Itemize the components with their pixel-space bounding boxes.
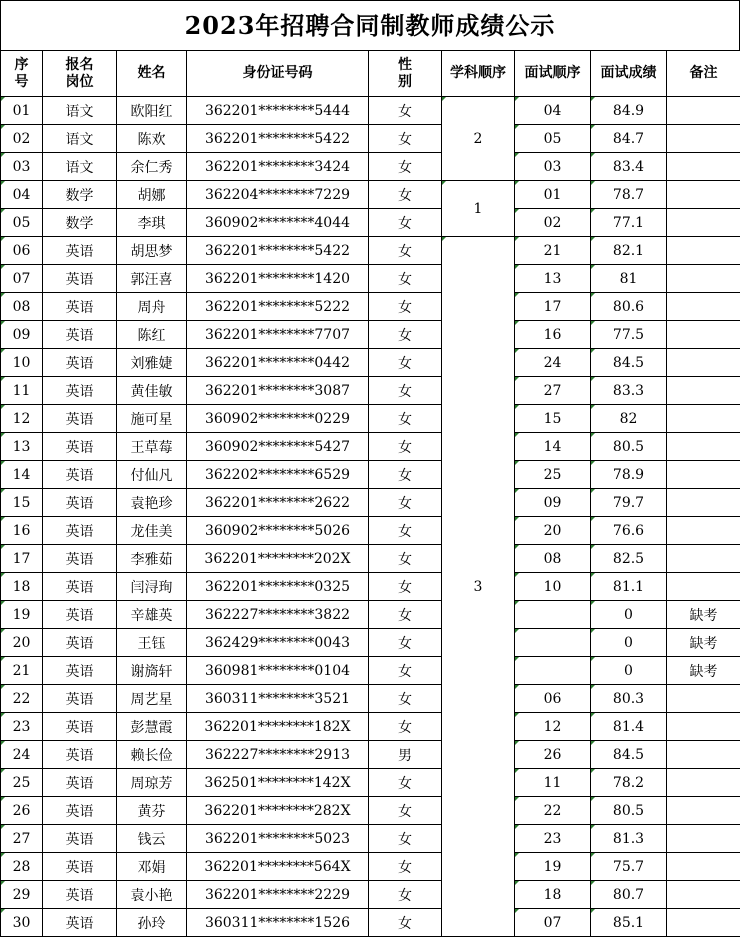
cell-subject-order: 2 — [442, 97, 515, 181]
cell-note — [667, 209, 740, 237]
cell-note — [667, 881, 740, 909]
cell-id: 362201********5422 — [187, 237, 369, 265]
cell-score: 81.1 — [591, 573, 667, 601]
cell-no: 19 — [1, 601, 43, 629]
cell-score: 80.5 — [591, 433, 667, 461]
cell-subject: 英语 — [43, 489, 117, 517]
cell-score: 78.9 — [591, 461, 667, 489]
cell-id: 362201********564X — [187, 853, 369, 881]
table-row — [1, 629, 740, 657]
cell-interview-order — [515, 657, 591, 685]
cell-id: 362227********2913 — [187, 741, 369, 769]
cell-name: 周琼芳 — [117, 769, 187, 797]
cell-interview-order: 10 — [515, 573, 591, 601]
cell-id: 362201********0442 — [187, 349, 369, 377]
cell-score: 78.7 — [591, 181, 667, 209]
cell-interview-order: 08 — [515, 545, 591, 573]
cell-interview-order: 20 — [515, 517, 591, 545]
cell-interview-order: 22 — [515, 797, 591, 825]
table-row — [1, 349, 740, 377]
cell-id: 362227********3822 — [187, 601, 369, 629]
cell-subject-order: 3 — [442, 237, 515, 937]
table-row — [1, 573, 740, 601]
cell-score: 80.5 — [591, 797, 667, 825]
cell-subject: 数学 — [43, 209, 117, 237]
table-row — [1, 293, 740, 321]
cell-gender: 女 — [369, 405, 442, 433]
table-row — [1, 461, 740, 489]
cell-subject: 英语 — [43, 405, 117, 433]
cell-score: 79.7 — [591, 489, 667, 517]
header-id: 身份证号码 — [187, 51, 369, 97]
cell-interview-order: 04 — [515, 97, 591, 125]
cell-no: 27 — [1, 825, 43, 853]
table-row — [1, 265, 740, 293]
cell-no: 11 — [1, 377, 43, 405]
cell-score: 81.4 — [591, 713, 667, 741]
cell-note — [667, 125, 740, 153]
cell-no: 09 — [1, 321, 43, 349]
cell-interview-order: 26 — [515, 741, 591, 769]
cell-note — [667, 797, 740, 825]
table-row — [1, 601, 740, 629]
header-score: 面试成绩 — [591, 51, 667, 97]
cell-name: 周舟 — [117, 293, 187, 321]
cell-note: 缺考 — [667, 657, 740, 685]
cell-id: 360902********5427 — [187, 433, 369, 461]
cell-gender: 女 — [369, 909, 442, 937]
cell-gender: 男 — [369, 741, 442, 769]
cell-note — [667, 153, 740, 181]
cell-interview-order: 23 — [515, 825, 591, 853]
header-note: 备注 — [667, 51, 740, 97]
cell-note — [667, 461, 740, 489]
cell-note — [667, 769, 740, 797]
cell-subject: 英语 — [43, 433, 117, 461]
cell-no: 04 — [1, 181, 43, 209]
cell-gender: 女 — [369, 769, 442, 797]
cell-score: 81 — [591, 265, 667, 293]
cell-score: 84.5 — [591, 741, 667, 769]
table-row — [1, 797, 740, 825]
cell-interview-order: 24 — [515, 349, 591, 377]
cell-name: 龙佳美 — [117, 517, 187, 545]
cell-name: 陈红 — [117, 321, 187, 349]
cell-note — [667, 517, 740, 545]
cell-interview-order: 18 — [515, 881, 591, 909]
score-table — [0, 50, 740, 937]
cell-interview-order: 07 — [515, 909, 591, 937]
cell-score: 80.3 — [591, 685, 667, 713]
page-title: 2023年招聘合同制教师成绩公示 — [0, 0, 740, 50]
cell-score: 80.7 — [591, 881, 667, 909]
header-gender: 性别 — [369, 51, 442, 97]
cell-no: 16 — [1, 517, 43, 545]
cell-id: 360902********4044 — [187, 209, 369, 237]
cell-gender: 女 — [369, 97, 442, 125]
cell-id: 362201********2622 — [187, 489, 369, 517]
cell-id: 362201********5422 — [187, 125, 369, 153]
cell-name: 付仙凡 — [117, 461, 187, 489]
cell-note — [667, 825, 740, 853]
cell-name: 王钰 — [117, 629, 187, 657]
cell-interview-order: 09 — [515, 489, 591, 517]
cell-note — [667, 853, 740, 881]
table-row — [1, 853, 740, 881]
cell-name: 李雅茹 — [117, 545, 187, 573]
cell-no: 10 — [1, 349, 43, 377]
cell-subject: 语文 — [43, 153, 117, 181]
cell-name: 刘雅婕 — [117, 349, 187, 377]
cell-note — [667, 545, 740, 573]
cell-interview-order — [515, 601, 591, 629]
cell-gender: 女 — [369, 377, 442, 405]
cell-gender: 女 — [369, 265, 442, 293]
cell-score: 75.7 — [591, 853, 667, 881]
table-row — [1, 153, 740, 181]
cell-subject: 英语 — [43, 601, 117, 629]
table-row — [1, 545, 740, 573]
table-row — [1, 741, 740, 769]
cell-subject: 英语 — [43, 321, 117, 349]
cell-name: 钱云 — [117, 825, 187, 853]
cell-id: 362201********3087 — [187, 377, 369, 405]
cell-note — [667, 573, 740, 601]
cell-interview-order: 14 — [515, 433, 591, 461]
cell-subject: 英语 — [43, 713, 117, 741]
cell-note — [667, 909, 740, 937]
cell-interview-order: 16 — [515, 321, 591, 349]
cell-score: 77.1 — [591, 209, 667, 237]
cell-score: 81.3 — [591, 825, 667, 853]
cell-no: 29 — [1, 881, 43, 909]
cell-score: 76.6 — [591, 517, 667, 545]
cell-subject: 语文 — [43, 97, 117, 125]
cell-gender: 女 — [369, 657, 442, 685]
cell-score: 83.3 — [591, 377, 667, 405]
cell-note — [667, 97, 740, 125]
cell-subject: 英语 — [43, 349, 117, 377]
cell-no: 02 — [1, 125, 43, 153]
cell-id: 360311********3521 — [187, 685, 369, 713]
cell-no: 06 — [1, 237, 43, 265]
cell-id: 362501********142X — [187, 769, 369, 797]
cell-name: 邓娟 — [117, 853, 187, 881]
cell-note — [667, 489, 740, 517]
cell-no: 25 — [1, 769, 43, 797]
table-row — [1, 685, 740, 713]
cell-note — [667, 433, 740, 461]
cell-gender: 女 — [369, 629, 442, 657]
header-subject: 报名岗位 — [43, 51, 117, 97]
cell-subject: 英语 — [43, 629, 117, 657]
cell-note — [667, 237, 740, 265]
cell-score: 84.5 — [591, 349, 667, 377]
cell-name: 赖长俭 — [117, 741, 187, 769]
cell-score: 0 — [591, 601, 667, 629]
cell-name: 周艺星 — [117, 685, 187, 713]
cell-note: 缺考 — [667, 629, 740, 657]
cell-no: 12 — [1, 405, 43, 433]
cell-gender: 女 — [369, 461, 442, 489]
table-row — [1, 209, 740, 237]
cell-name: 李琪 — [117, 209, 187, 237]
cell-id: 360981********0104 — [187, 657, 369, 685]
cell-score: 82.1 — [591, 237, 667, 265]
cell-gender: 女 — [369, 545, 442, 573]
cell-no: 30 — [1, 909, 43, 937]
cell-gender: 女 — [369, 713, 442, 741]
cell-interview-order: 06 — [515, 685, 591, 713]
cell-id: 362201********1420 — [187, 265, 369, 293]
cell-gender: 女 — [369, 209, 442, 237]
header-name: 姓名 — [117, 51, 187, 97]
cell-interview-order: 15 — [515, 405, 591, 433]
cell-name: 袁小艳 — [117, 881, 187, 909]
table-row — [1, 181, 740, 209]
cell-note — [667, 293, 740, 321]
cell-score: 0 — [591, 629, 667, 657]
cell-score: 83.4 — [591, 153, 667, 181]
cell-interview-order: 12 — [515, 713, 591, 741]
cell-score: 78.2 — [591, 769, 667, 797]
cell-gender: 女 — [369, 601, 442, 629]
cell-id: 362201********5222 — [187, 293, 369, 321]
cell-subject-order: 1 — [442, 181, 515, 237]
cell-name: 辛雄英 — [117, 601, 187, 629]
cell-subject: 英语 — [43, 909, 117, 937]
cell-subject: 英语 — [43, 657, 117, 685]
header-no: 序号 — [1, 51, 43, 97]
cell-gender: 女 — [369, 181, 442, 209]
cell-id: 360311********1526 — [187, 909, 369, 937]
cell-gender: 女 — [369, 433, 442, 461]
table-row — [1, 489, 740, 517]
cell-gender: 女 — [369, 321, 442, 349]
cell-score: 77.5 — [591, 321, 667, 349]
cell-score: 84.7 — [591, 125, 667, 153]
cell-no: 28 — [1, 853, 43, 881]
table-row — [1, 405, 740, 433]
cell-gender: 女 — [369, 125, 442, 153]
cell-subject: 英语 — [43, 545, 117, 573]
cell-interview-order: 01 — [515, 181, 591, 209]
cell-no: 01 — [1, 97, 43, 125]
table-row — [1, 377, 740, 405]
cell-note — [667, 713, 740, 741]
header-interview-order: 面试顺序 — [515, 51, 591, 97]
cell-name: 袁艳珍 — [117, 489, 187, 517]
cell-name: 黄芬 — [117, 797, 187, 825]
cell-gender: 女 — [369, 881, 442, 909]
cell-id: 362429********0043 — [187, 629, 369, 657]
cell-gender: 女 — [369, 685, 442, 713]
cell-name: 黄佳敏 — [117, 377, 187, 405]
cell-subject: 语文 — [43, 125, 117, 153]
cell-subject: 英语 — [43, 853, 117, 881]
cell-no: 22 — [1, 685, 43, 713]
cell-subject: 英语 — [43, 825, 117, 853]
cell-note — [667, 741, 740, 769]
cell-subject: 英语 — [43, 461, 117, 489]
cell-score: 82 — [591, 405, 667, 433]
table-row — [1, 321, 740, 349]
cell-no: 21 — [1, 657, 43, 685]
cell-subject: 英语 — [43, 769, 117, 797]
cell-subject: 英语 — [43, 293, 117, 321]
cell-id: 362201********5023 — [187, 825, 369, 853]
cell-id: 362201********2229 — [187, 881, 369, 909]
table-row — [1, 909, 740, 937]
cell-id: 362201********202X — [187, 545, 369, 573]
cell-gender: 女 — [369, 517, 442, 545]
cell-interview-order: 17 — [515, 293, 591, 321]
cell-no: 14 — [1, 461, 43, 489]
cell-gender: 女 — [369, 825, 442, 853]
cell-gender: 女 — [369, 573, 442, 601]
cell-no: 05 — [1, 209, 43, 237]
cell-subject: 英语 — [43, 517, 117, 545]
cell-score: 82.5 — [591, 545, 667, 573]
cell-id: 362201********0325 — [187, 573, 369, 601]
cell-score: 80.6 — [591, 293, 667, 321]
table-row — [1, 713, 740, 741]
table-row — [1, 517, 740, 545]
cell-subject: 英语 — [43, 265, 117, 293]
cell-interview-order: 13 — [515, 265, 591, 293]
cell-no: 26 — [1, 797, 43, 825]
cell-id: 362202********6529 — [187, 461, 369, 489]
cell-no: 08 — [1, 293, 43, 321]
cell-no: 18 — [1, 573, 43, 601]
cell-gender: 女 — [369, 489, 442, 517]
cell-note — [667, 377, 740, 405]
cell-score: 0 — [591, 657, 667, 685]
cell-subject: 英语 — [43, 573, 117, 601]
cell-name: 胡思梦 — [117, 237, 187, 265]
cell-name: 余仁秀 — [117, 153, 187, 181]
table-row — [1, 125, 740, 153]
cell-no: 15 — [1, 489, 43, 517]
cell-id: 362201********5444 — [187, 97, 369, 125]
cell-gender: 女 — [369, 237, 442, 265]
cell-name: 孙玲 — [117, 909, 187, 937]
cell-no: 07 — [1, 265, 43, 293]
header-subject-order: 学科顺序 — [442, 51, 515, 97]
cell-note — [667, 265, 740, 293]
cell-name: 彭慧霞 — [117, 713, 187, 741]
cell-subject: 英语 — [43, 685, 117, 713]
cell-note — [667, 405, 740, 433]
cell-no: 03 — [1, 153, 43, 181]
cell-interview-order: 21 — [515, 237, 591, 265]
cell-interview-order: 25 — [515, 461, 591, 489]
cell-name: 欧阳红 — [117, 97, 187, 125]
cell-id: 360902********0229 — [187, 405, 369, 433]
cell-name: 王草莓 — [117, 433, 187, 461]
table-row — [1, 433, 740, 461]
cell-no: 13 — [1, 433, 43, 461]
table-row — [1, 769, 740, 797]
table-header — [1, 51, 740, 97]
cell-note — [667, 181, 740, 209]
cell-id: 362204********7229 — [187, 181, 369, 209]
cell-name: 郭汪喜 — [117, 265, 187, 293]
cell-subject: 英语 — [43, 237, 117, 265]
cell-id: 362201********3424 — [187, 153, 369, 181]
cell-id: 362201********282X — [187, 797, 369, 825]
cell-gender: 女 — [369, 853, 442, 881]
cell-no: 24 — [1, 741, 43, 769]
cell-interview-order: 11 — [515, 769, 591, 797]
cell-interview-order: 02 — [515, 209, 591, 237]
cell-note — [667, 685, 740, 713]
cell-interview-order: 05 — [515, 125, 591, 153]
cell-name: 闫浔珣 — [117, 573, 187, 601]
cell-no: 17 — [1, 545, 43, 573]
cell-interview-order: 03 — [515, 153, 591, 181]
cell-id: 362201********7707 — [187, 321, 369, 349]
cell-note: 缺考 — [667, 601, 740, 629]
table-row — [1, 881, 740, 909]
cell-name: 胡娜 — [117, 181, 187, 209]
cell-score: 84.9 — [591, 97, 667, 125]
cell-gender: 女 — [369, 153, 442, 181]
cell-subject: 英语 — [43, 377, 117, 405]
cell-subject: 英语 — [43, 881, 117, 909]
cell-no: 23 — [1, 713, 43, 741]
cell-gender: 女 — [369, 293, 442, 321]
table-row — [1, 237, 740, 265]
cell-id: 360902********5026 — [187, 517, 369, 545]
cell-note — [667, 321, 740, 349]
cell-id: 362201********182X — [187, 713, 369, 741]
cell-score: 85.1 — [591, 909, 667, 937]
cell-name: 谢旖轩 — [117, 657, 187, 685]
cell-name: 陈欢 — [117, 125, 187, 153]
cell-interview-order — [515, 629, 591, 657]
table-row — [1, 97, 740, 125]
cell-subject: 英语 — [43, 797, 117, 825]
cell-no: 20 — [1, 629, 43, 657]
cell-interview-order: 27 — [515, 377, 591, 405]
cell-name: 施可星 — [117, 405, 187, 433]
cell-interview-order: 19 — [515, 853, 591, 881]
cell-note — [667, 349, 740, 377]
cell-gender: 女 — [369, 349, 442, 377]
table-row — [1, 657, 740, 685]
cell-subject: 英语 — [43, 741, 117, 769]
cell-gender: 女 — [369, 797, 442, 825]
table-row — [1, 825, 740, 853]
cell-subject: 数学 — [43, 181, 117, 209]
